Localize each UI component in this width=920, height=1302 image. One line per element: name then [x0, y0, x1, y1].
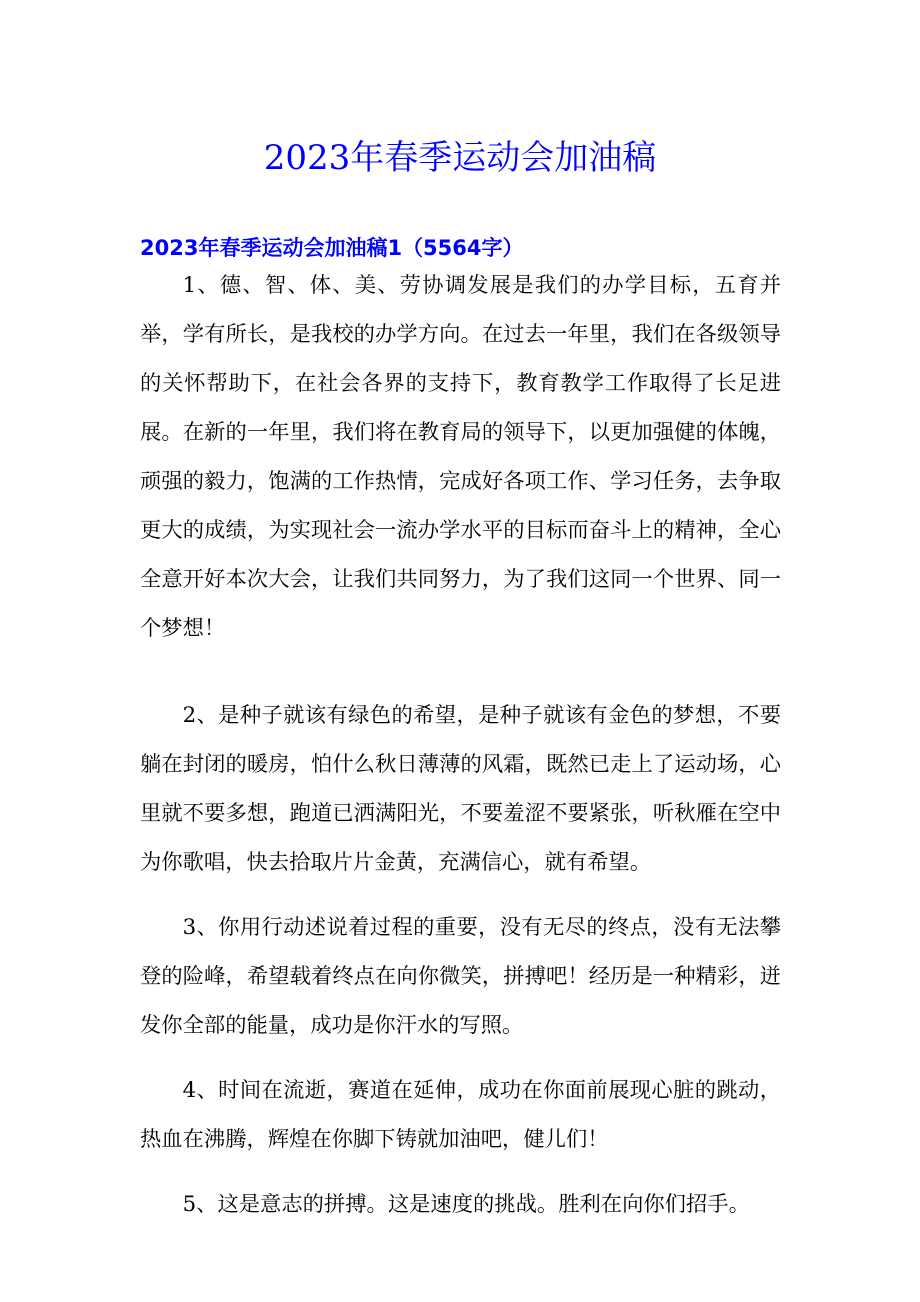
paragraph-1: 1、德、智、体、美、劳协调发展是我们的办学目标，五育并举，学有所长，是我校的办学方向。在过去一年里，我们在各级领导的关怀帮助下，在社会各界的支持下，教育教学工作取得了长足进展。在新的一年里，我们将在教育局的领导下，以更加强健的体魄，顽强的毅力，饱满的工作热情，完成好各项工作、学习任务，去争取更大的成绩，为实现社会一流办学水平的目标而奋斗上的精神，全心全意开好本次大会，让我们共同努力，为了我们这同一个世界、同一个梦想！ [140, 273, 781, 641]
paragraph-5: 5、这是意志的拼搏。这是速度的挑战。胜利在向你们招手。 [182, 1192, 750, 1217]
paragraph-4: 4、时间在流逝，赛道在延伸，成功在你面前展现心脏的跳动，热血在沸腾，辉煌在你脚下铸就加油吧，健儿们！ [140, 1078, 781, 1152]
paragraph-2: 2、是种子就该有绿色的希望，是种子就该有金色的梦想，不要躺在封闭的暖房，怕什么秋日薄薄的风霜，既然已走上了运动场，心里就不要多想，跑道已洒满阳光，不要羞涩不要紧张，听秋雁在空中为你歌唱，快去拾取片片金黄，充满信心，就有希望。 [140, 703, 781, 875]
section-heading: 2023年春季运动会加油稿1（5564字） [140, 236, 524, 260]
paragraph-3: 3、你用行动述说着过程的重要，没有无尽的终点，没有无法攀登的险峰，希望载着终点在向你微笑，拼搏吧！经历是一种精彩，迸发你全部的能量，成功是你汗水的写照。 [140, 915, 781, 1038]
document-body [140, 261, 781, 1245]
document-title: 2023年春季运动会加油稿 [263, 138, 657, 178]
